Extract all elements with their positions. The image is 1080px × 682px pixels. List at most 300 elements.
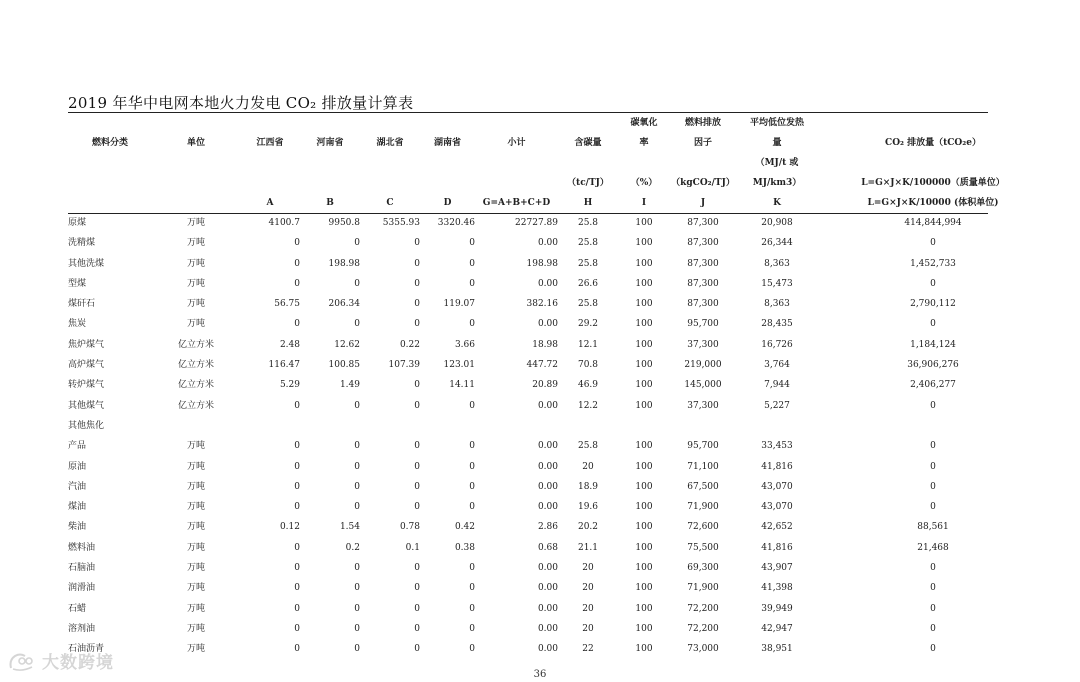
header-cell: 碳氧化 [630, 118, 658, 128]
emissions-table [68, 113, 1048, 660]
table-row [68, 274, 1048, 294]
value-cell: 75,500 [687, 542, 719, 553]
header-cell: G=A+B+C+D [482, 198, 551, 208]
value-cell: 0 [414, 238, 420, 249]
value-cell: 0.00 [537, 238, 558, 249]
value-cell: 95,700 [687, 319, 719, 330]
value-cell: 0 [354, 644, 360, 655]
value-cell: 0.00 [537, 644, 558, 655]
value-cell: 0 [469, 623, 475, 634]
watermark [8, 648, 114, 673]
value-cell: 0 [930, 441, 936, 452]
value-cell: 100 [635, 461, 653, 472]
header-cell: 燃料分类 [91, 138, 128, 148]
header-cell [240, 173, 300, 193]
value-cell: 2,406,277 [910, 380, 956, 391]
unit-cell: 万吨 [186, 603, 205, 614]
value-cell: 0.68 [537, 542, 558, 553]
value-cell: 21,468 [917, 542, 949, 553]
value-cell: 0 [469, 461, 475, 472]
header-cell: L=G×J×K/100000（质量单位） [861, 178, 1005, 188]
fuel-name-cell: 型煤 [68, 278, 87, 289]
value-cell [736, 416, 818, 436]
value-cell: 0 [354, 319, 360, 330]
value-cell: 0 [469, 278, 475, 289]
header-cell [475, 173, 558, 193]
value-cell: 0 [354, 278, 360, 289]
header-cell: B [326, 198, 334, 208]
value-cell: 37,300 [687, 400, 719, 411]
value-cell: 20 [582, 563, 594, 574]
value-cell: 0.22 [399, 339, 420, 350]
fuel-name-cell: 转炉煤气 [68, 380, 105, 391]
value-cell: 0 [414, 441, 420, 452]
unit-cell: 万吨 [186, 522, 205, 533]
value-cell: 145,000 [684, 380, 722, 391]
header-cell: 湖南省 [433, 138, 461, 148]
value-cell: 119.07 [443, 299, 475, 310]
fuel-name-cell: 汽油 [68, 481, 87, 492]
value-cell: 0 [469, 502, 475, 513]
value-cell: 0.00 [537, 319, 558, 330]
value-cell: 0.00 [537, 603, 558, 614]
value-cell: 73,000 [687, 644, 719, 655]
header-row [68, 113, 1048, 133]
value-cell [240, 416, 300, 436]
header-cell [68, 113, 152, 133]
value-cell: 3320.46 [437, 218, 475, 228]
value-cell: 3.66 [454, 339, 475, 350]
value-cell: 100 [635, 644, 653, 655]
value-cell [618, 416, 670, 436]
table-row [68, 294, 1048, 314]
value-cell: 0.1 [405, 542, 420, 553]
unit-cell: 亿立方米 [177, 400, 214, 411]
header-cell: 小计 [507, 138, 526, 148]
value-cell: 25.8 [577, 299, 599, 310]
value-cell: 8,363 [764, 299, 790, 310]
value-cell: 0 [930, 400, 936, 411]
fuel-name-cell: 原煤 [68, 218, 87, 228]
value-cell: 100 [635, 400, 653, 411]
header-cell: D [443, 198, 452, 208]
value-cell: 0 [294, 563, 300, 574]
fuel-name-cell: 高炉煤气 [68, 360, 105, 371]
header-cell: （kgCO₂/TJ） [671, 178, 735, 188]
fuel-name-cell: 溶剂油 [68, 623, 96, 634]
header-cell: 率 [639, 138, 649, 148]
header-cell: L=G×J×K/10000 (体积单位) [867, 198, 999, 208]
table-row [68, 558, 1048, 578]
value-cell: 219,000 [684, 360, 722, 371]
value-cell: 41,398 [761, 583, 793, 594]
value-cell: 25.8 [577, 441, 599, 452]
table-row [68, 335, 1048, 355]
header-cell: （%） [630, 178, 658, 188]
value-cell: 26.6 [577, 278, 599, 289]
value-cell: 20 [582, 623, 594, 634]
value-cell: 0 [294, 644, 300, 655]
unit-cell [152, 416, 240, 436]
value-cell: 0 [354, 461, 360, 472]
header-cell: 湖北省 [376, 138, 404, 148]
header-cell: 平均低位发热 [749, 118, 804, 128]
value-cell: 1,452,733 [910, 258, 956, 269]
header-cell: （tc/TJ） [567, 178, 609, 188]
unit-cell: 亿立方米 [177, 380, 214, 391]
fuel-name-cell: 洗精煤 [68, 238, 96, 249]
value-cell: 0 [294, 441, 300, 452]
value-cell: 42,652 [761, 522, 793, 533]
header-cell [360, 113, 420, 133]
value-cell: 0.00 [537, 563, 558, 574]
value-cell: 0 [469, 603, 475, 614]
header-cell: 因子 [693, 138, 712, 148]
value-cell: 15,473 [761, 278, 793, 289]
value-cell: 0 [294, 583, 300, 594]
value-cell: 19.6 [577, 502, 599, 513]
value-cell: 36,906,276 [907, 360, 959, 371]
value-cell: 0 [469, 441, 475, 452]
value-cell: 3,764 [764, 360, 790, 371]
fuel-name-cell: 润滑油 [68, 583, 96, 594]
value-cell: 0 [469, 563, 475, 574]
value-cell: 87,300 [687, 258, 719, 269]
value-cell [818, 416, 1048, 436]
value-cell: 67,500 [687, 481, 719, 492]
value-cell: 0 [469, 238, 475, 249]
value-cell: 100 [635, 319, 653, 330]
unit-cell: 万吨 [186, 299, 205, 310]
value-cell: 0 [930, 502, 936, 513]
header-cell: MJ/km3） [752, 178, 802, 188]
header-row [68, 193, 1048, 213]
value-cell: 447.72 [526, 360, 558, 371]
value-cell: 1,184,124 [910, 339, 956, 350]
value-cell: 18.98 [532, 339, 558, 350]
header-cell: C [386, 198, 394, 208]
value-cell: 0 [354, 400, 360, 411]
table-row [68, 355, 1048, 375]
header-cell [300, 153, 360, 173]
header-cell [68, 173, 152, 193]
value-cell: 0 [294, 542, 300, 553]
fuel-name-cell: 焦炉煤气 [68, 339, 105, 350]
unit-cell: 万吨 [186, 218, 205, 228]
value-cell: 382.16 [526, 299, 558, 310]
value-cell: 0 [414, 603, 420, 614]
fuel-name-cell: 其他洗煤 [68, 258, 105, 269]
value-cell: 0 [930, 623, 936, 634]
value-cell: 0.78 [399, 522, 420, 533]
unit-cell: 亿立方米 [177, 339, 214, 350]
value-cell: 12.1 [577, 339, 599, 350]
value-cell: 0.38 [454, 542, 475, 553]
value-cell: 100 [635, 563, 653, 574]
fuel-name-cell: 其他煤气 [68, 400, 105, 411]
unit-cell: 万吨 [186, 563, 205, 574]
table-header [68, 113, 1048, 213]
value-cell: 0 [930, 644, 936, 655]
watermark-text: 大数跨境 [42, 653, 114, 673]
header-cell [618, 153, 670, 173]
header-cell [68, 153, 152, 173]
value-cell: 100 [635, 603, 653, 614]
fuel-name-cell: 焦炭 [68, 319, 87, 330]
value-cell: 0 [414, 644, 420, 655]
value-cell: 69,300 [687, 563, 719, 574]
unit-cell: 万吨 [186, 542, 205, 553]
value-cell: 12.62 [334, 339, 360, 350]
value-cell: 0 [294, 319, 300, 330]
value-cell: 0.00 [537, 461, 558, 472]
value-cell: 20.89 [532, 380, 558, 391]
value-cell: 0.00 [537, 278, 558, 289]
value-cell: 87,300 [687, 299, 719, 310]
value-cell: 0.00 [537, 502, 558, 513]
value-cell: 0 [294, 603, 300, 614]
value-cell: 100 [635, 623, 653, 634]
header-row [68, 133, 1048, 153]
fuel-name-cell: 柴油 [68, 522, 87, 533]
value-cell: 100 [635, 278, 653, 289]
value-cell: 0 [930, 563, 936, 574]
value-cell: 71,900 [687, 583, 719, 594]
value-cell: 1.49 [339, 380, 360, 391]
value-cell: 12.2 [577, 400, 599, 411]
value-cell: 70.8 [577, 360, 599, 371]
value-cell: 5355.93 [382, 218, 420, 228]
value-cell: 0 [469, 400, 475, 411]
header-cell [475, 153, 558, 173]
value-cell: 72,200 [687, 603, 719, 614]
table-row [68, 436, 1048, 456]
value-cell: 20 [582, 603, 594, 614]
unit-cell: 万吨 [186, 481, 205, 492]
value-cell: 0 [354, 502, 360, 513]
value-cell: 0 [354, 623, 360, 634]
value-cell: 0.2 [345, 542, 360, 553]
value-cell: 0 [930, 481, 936, 492]
value-cell: 0 [414, 278, 420, 289]
value-cell [558, 416, 618, 436]
value-cell: 22727.89 [515, 218, 558, 228]
value-cell: 41,816 [761, 461, 793, 472]
value-cell: 100 [635, 502, 653, 513]
table-row [68, 639, 1048, 659]
fuel-name-cell: 石脑油 [68, 563, 96, 574]
value-cell: 100 [635, 258, 653, 269]
value-cell: 43,907 [761, 563, 793, 574]
value-cell: 0 [469, 644, 475, 655]
value-cell: 107.39 [388, 360, 420, 371]
value-cell: 46.9 [577, 380, 599, 391]
value-cell [300, 416, 360, 436]
header-cell [420, 173, 475, 193]
value-cell: 16,726 [761, 339, 793, 350]
table-row [68, 213, 1048, 233]
table-row [68, 477, 1048, 497]
header-cell [420, 153, 475, 173]
watermark-logo-icon [8, 650, 38, 672]
header-cell [152, 193, 240, 213]
fuel-name-cell: 产品 [68, 441, 87, 452]
value-cell: 28,435 [761, 319, 793, 330]
table-row [68, 457, 1048, 477]
unit-cell: 万吨 [186, 623, 205, 634]
fuel-name-cell: 石油沥青 [68, 644, 105, 655]
value-cell: 0 [414, 461, 420, 472]
value-cell: 0 [930, 583, 936, 594]
header-cell [300, 173, 360, 193]
header-cell: J [700, 198, 706, 208]
page-title: 2019 年华中电网本地火力发电 CO₂ 排放量计算表 [68, 94, 414, 112]
value-cell: 20,908 [761, 218, 793, 228]
value-cell: 0 [414, 400, 420, 411]
header-cell [300, 113, 360, 133]
header-cell [670, 153, 736, 173]
header-cell: H [583, 198, 593, 208]
value-cell: 0 [469, 319, 475, 330]
value-cell: 198.98 [526, 258, 558, 269]
header-cell: 量 [772, 138, 782, 148]
header-cell: 含碳量 [574, 138, 602, 148]
value-cell: 0 [414, 623, 420, 634]
value-cell: 0 [469, 258, 475, 269]
value-cell: 0.42 [454, 522, 475, 533]
value-cell: 4100.7 [268, 218, 300, 228]
table-row [68, 254, 1048, 274]
value-cell: 100 [635, 339, 653, 350]
unit-cell: 万吨 [186, 644, 205, 655]
fuel-name-cell: 燃料油 [68, 542, 96, 553]
table-row [68, 497, 1048, 517]
value-cell: 43,070 [761, 481, 793, 492]
value-cell: 0 [930, 461, 936, 472]
header-cell: A [266, 198, 274, 208]
fuel-name-cell: 原油 [68, 461, 87, 472]
header-cell [152, 173, 240, 193]
value-cell: 0.00 [537, 400, 558, 411]
header-row [68, 153, 1048, 173]
header-cell [68, 193, 152, 213]
table-row [68, 375, 1048, 395]
value-cell: 18.9 [577, 481, 599, 492]
unit-cell: 万吨 [186, 319, 205, 330]
value-cell: 116.47 [268, 360, 300, 371]
value-cell: 0 [930, 238, 936, 249]
value-cell: 26,344 [761, 238, 793, 249]
value-cell [670, 416, 736, 436]
value-cell: 100 [635, 583, 653, 594]
header-cell [818, 113, 1048, 133]
value-cell: 42,947 [761, 623, 793, 634]
value-cell: 0 [294, 481, 300, 492]
table-body [68, 213, 1048, 660]
unit-cell: 万吨 [186, 258, 205, 269]
value-cell: 414,844,994 [904, 218, 962, 228]
value-cell: 100 [635, 542, 653, 553]
value-cell: 8,363 [764, 258, 790, 269]
value-cell: 0 [354, 441, 360, 452]
value-cell: 0 [354, 583, 360, 594]
value-cell: 0 [354, 481, 360, 492]
value-cell: 71,100 [687, 461, 719, 472]
fuel-name-cell: 其他焦化 [68, 420, 105, 431]
header-cell: 河南省 [316, 138, 344, 148]
value-cell: 20 [582, 461, 594, 472]
value-cell: 21.1 [577, 542, 599, 553]
header-cell: K [773, 198, 781, 208]
value-cell: 0 [294, 400, 300, 411]
value-cell: 14.11 [449, 380, 475, 391]
value-cell: 20.2 [577, 522, 599, 533]
value-cell: 25.8 [577, 218, 599, 228]
header-cell [240, 153, 300, 173]
table-row [68, 619, 1048, 639]
value-cell: 0 [354, 563, 360, 574]
value-cell: 2,790,112 [910, 299, 956, 310]
value-cell: 0 [294, 623, 300, 634]
value-cell: 7,944 [764, 380, 790, 391]
table-row [68, 578, 1048, 598]
value-cell: 0 [294, 278, 300, 289]
value-cell: 2.48 [279, 339, 300, 350]
header-cell: （MJ/t 或 [755, 158, 799, 168]
value-cell: 33,453 [761, 441, 793, 452]
fuel-name-cell: 煤矸石 [68, 299, 96, 310]
table-row [68, 538, 1048, 558]
value-cell: 0 [354, 238, 360, 249]
unit-cell: 万吨 [186, 461, 205, 472]
header-cell: I [641, 198, 647, 208]
value-cell: 72,600 [687, 522, 719, 533]
value-cell: 0.00 [537, 481, 558, 492]
value-cell: 0 [930, 319, 936, 330]
value-cell: 39,949 [761, 603, 793, 614]
fuel-name-cell: 煤油 [68, 502, 87, 513]
header-cell [558, 153, 618, 173]
value-cell: 100 [635, 360, 653, 371]
value-cell: 100 [635, 238, 653, 249]
value-cell: 38,951 [761, 644, 793, 655]
value-cell: 206.34 [328, 299, 360, 310]
unit-cell: 万吨 [186, 238, 205, 249]
header-cell [475, 113, 558, 133]
value-cell: 22 [582, 644, 594, 655]
value-cell: 95,700 [687, 441, 719, 452]
value-cell [360, 416, 420, 436]
value-cell: 41,816 [761, 542, 793, 553]
value-cell: 0 [294, 461, 300, 472]
unit-cell: 万吨 [186, 441, 205, 452]
value-cell: 20 [582, 583, 594, 594]
header-cell [240, 113, 300, 133]
value-cell: 0 [354, 603, 360, 614]
value-cell: 5,227 [764, 400, 790, 411]
header-row [68, 173, 1048, 193]
table-row [68, 517, 1048, 537]
unit-cell: 万吨 [186, 278, 205, 289]
value-cell: 72,200 [687, 623, 719, 634]
value-cell: 0 [414, 481, 420, 492]
table-row [68, 599, 1048, 619]
value-cell: 0 [414, 380, 420, 391]
value-cell [420, 416, 475, 436]
value-cell: 0 [930, 603, 936, 614]
value-cell: 87,300 [687, 238, 719, 249]
value-cell: 0.00 [537, 441, 558, 452]
